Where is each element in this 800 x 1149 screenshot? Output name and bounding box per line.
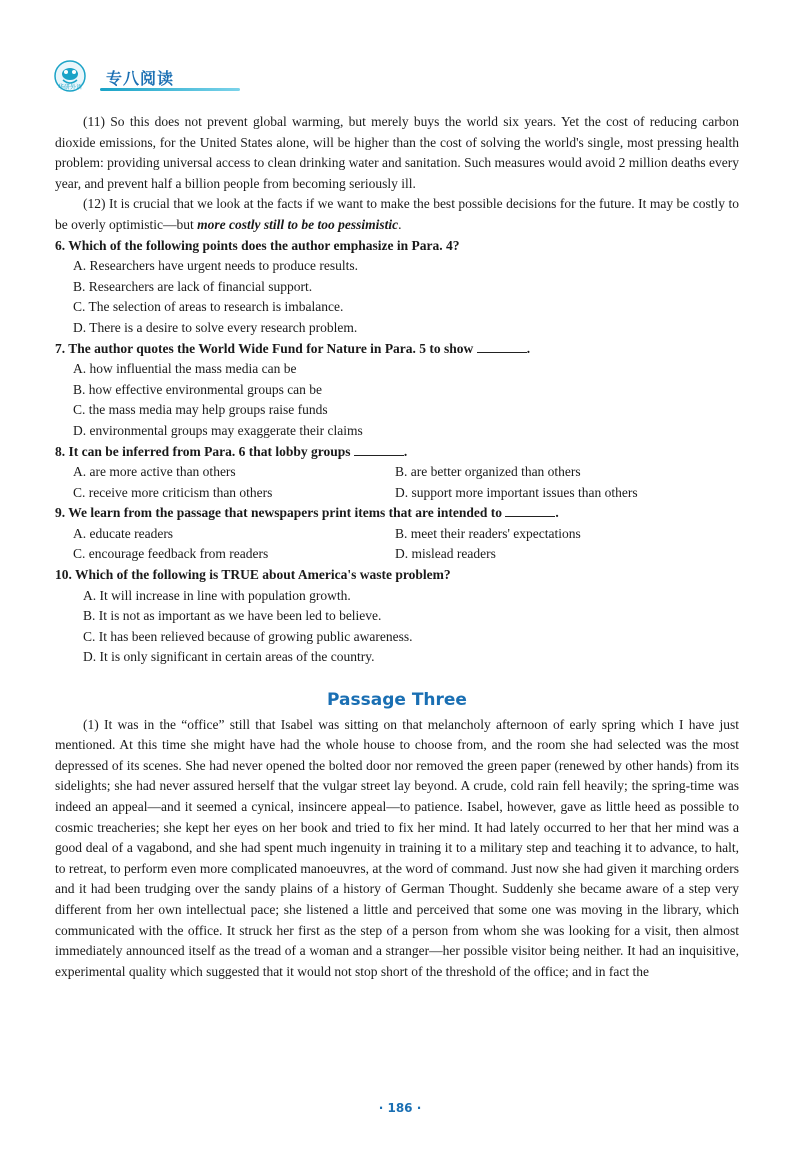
question-8-stem: 8. It can be inferred from Para. 6 that lobby groups (55, 443, 351, 459)
answer-blank (477, 339, 527, 353)
paragraph-12 (55, 194, 739, 235)
logo-caption: 华研外语 (57, 84, 82, 91)
question-8 (55, 442, 739, 463)
question-8-options-row-1 (55, 462, 739, 483)
page-number: · 186 · (378, 1101, 422, 1115)
answer-blank (354, 442, 404, 456)
question-8-options-row-2 (55, 483, 739, 504)
paragraph-11: (11) So this does not prevent global warming, but merely buys the world six years. Yet the cost of reducing carbon dioxide emissions, for the United States alone, will be higher than the cost of solving the world's single, most pressing health problem: providing universal access to clean drinking water and sanitation. Such measures would avoid 2 million deaths every year, and prevent half a billion people from becoming seriously ill. (55, 114, 739, 191)
paragraph-12-text: (12) It is crucial that we look at the facts if we want to make the best possible decisions for the future. It may be costly to be overly optimistic—but (55, 196, 739, 232)
question-6-option-c: C. The selection of areas to research is imbalance. (73, 299, 344, 315)
question-8-stem-end: . (403, 443, 408, 459)
question-9-option-c: C. encourage feedback from readers (73, 546, 269, 562)
question-7-stem: 7. The author quotes the World Wide Fund for Nature in Para. 5 to show (55, 340, 474, 356)
question-10-option-a: A. It will increase in line with population growth. (83, 587, 351, 603)
passage-three-title: Passage Three (327, 690, 467, 711)
question-7 (55, 339, 739, 360)
answer-blank (505, 503, 555, 517)
passage-three-paragraph-1: (1) It was in the “office” still that Isabel was sitting on that melancholy afternoon of early spring which I have just mentioned. At this time she might have had the whole house to choose from, and the room she had selected was the most depressed of its scenes. She had never opened the bolted door nor removed the green paper (renewed by other hands) from its sidelights; she had never assured herself that the vulgar street lay beyond. A crude, cold rain fell heavily; the spring-time was indeed an appeal—and it seemed a cynical, insincere appeal—to patience. Isabel, however, gave as little heed as possible to cosmic treacheries; she kept her eyes on her book and tried to fix her mind. It had lately occurred to her that her mind was a good deal of a vagabond, and she had spent much ingenuity in training it to a military step and teaching it to advance, to halt, to retreat, to perform even more complicated manoeuvres, at the word of command. Just now she had given it marching orders and it had been trudging over the sandy plains of a history of German Thought. Suddenly she became aware of a step very different from her own intellectual pace; she listened a little and perceived that some one was moving in the library, which communicated with the office. It struck her first as the step of a person from whom she was looking for a visit, then almost immediately announced itself as the tread of a woman and a stranger—her possible visitor being neither. It had an inquisitive, experimental quality which suggested that it would not stop short of the threshold of the office; and in fact the (55, 716, 739, 979)
question-8-option-a: A. are more active than others (73, 464, 236, 480)
question-10-stem: 10. Which of the following is TRUE about America's waste problem? (55, 567, 451, 583)
question-7-option-b: B. how effective environmental groups can be (73, 381, 323, 397)
question-9-stem: 9. We learn from the passage that newspapers print items that are intended to (55, 505, 502, 521)
question-6-option-d: D. There is a desire to solve every research problem. (73, 319, 358, 335)
publisher-logo (50, 60, 90, 96)
paragraph-12-end: . (398, 216, 402, 232)
question-7-option-d: D. environmental groups may exaggerate their claims (73, 422, 363, 438)
page-content (55, 112, 739, 982)
question-6-option-b: B. Researchers are lack of financial support. (73, 278, 313, 294)
title-underline (100, 88, 240, 91)
question-9-stem-end: . (555, 505, 559, 521)
question-10-option-d: D. It is only significant in certain areas of the country. (83, 649, 375, 665)
question-9-option-a: A. educate readers (73, 525, 174, 541)
question-9-options-row-1 (55, 524, 739, 545)
question-8-option-b: B. are better organized than others (395, 464, 581, 480)
question-9-option-d: D. mislead readers (395, 546, 496, 562)
question-9 (55, 503, 739, 524)
question-10-option-c: C. It has been relieved because of growing public awareness. (83, 628, 413, 644)
question-6-option-a: A. Researchers have urgent needs to produce results. (73, 258, 359, 274)
question-7-option-a: A. how influential the mass media can be (73, 361, 297, 377)
question-8-option-d: D. support more important issues than others (395, 484, 638, 500)
question-8-option-c: C. receive more criticism than others (73, 484, 273, 500)
question-9-options-row-2 (55, 544, 739, 565)
page-header (50, 60, 750, 96)
question-7-stem-end: . (526, 340, 531, 356)
question-9-option-b: B. meet their readers' expectations (395, 525, 581, 541)
section-title: 专八阅读 (106, 69, 175, 88)
question-6-stem: 6. Which of the following points does the author emphasize in Para. 4? (55, 237, 460, 253)
question-10-option-b: B. It is not as important as we have been led to believe. (83, 608, 382, 624)
paragraph-12-emphasis: more costly still to be too pessimistic (197, 216, 399, 232)
question-7-option-c: C. the mass media may help groups raise funds (73, 402, 328, 418)
